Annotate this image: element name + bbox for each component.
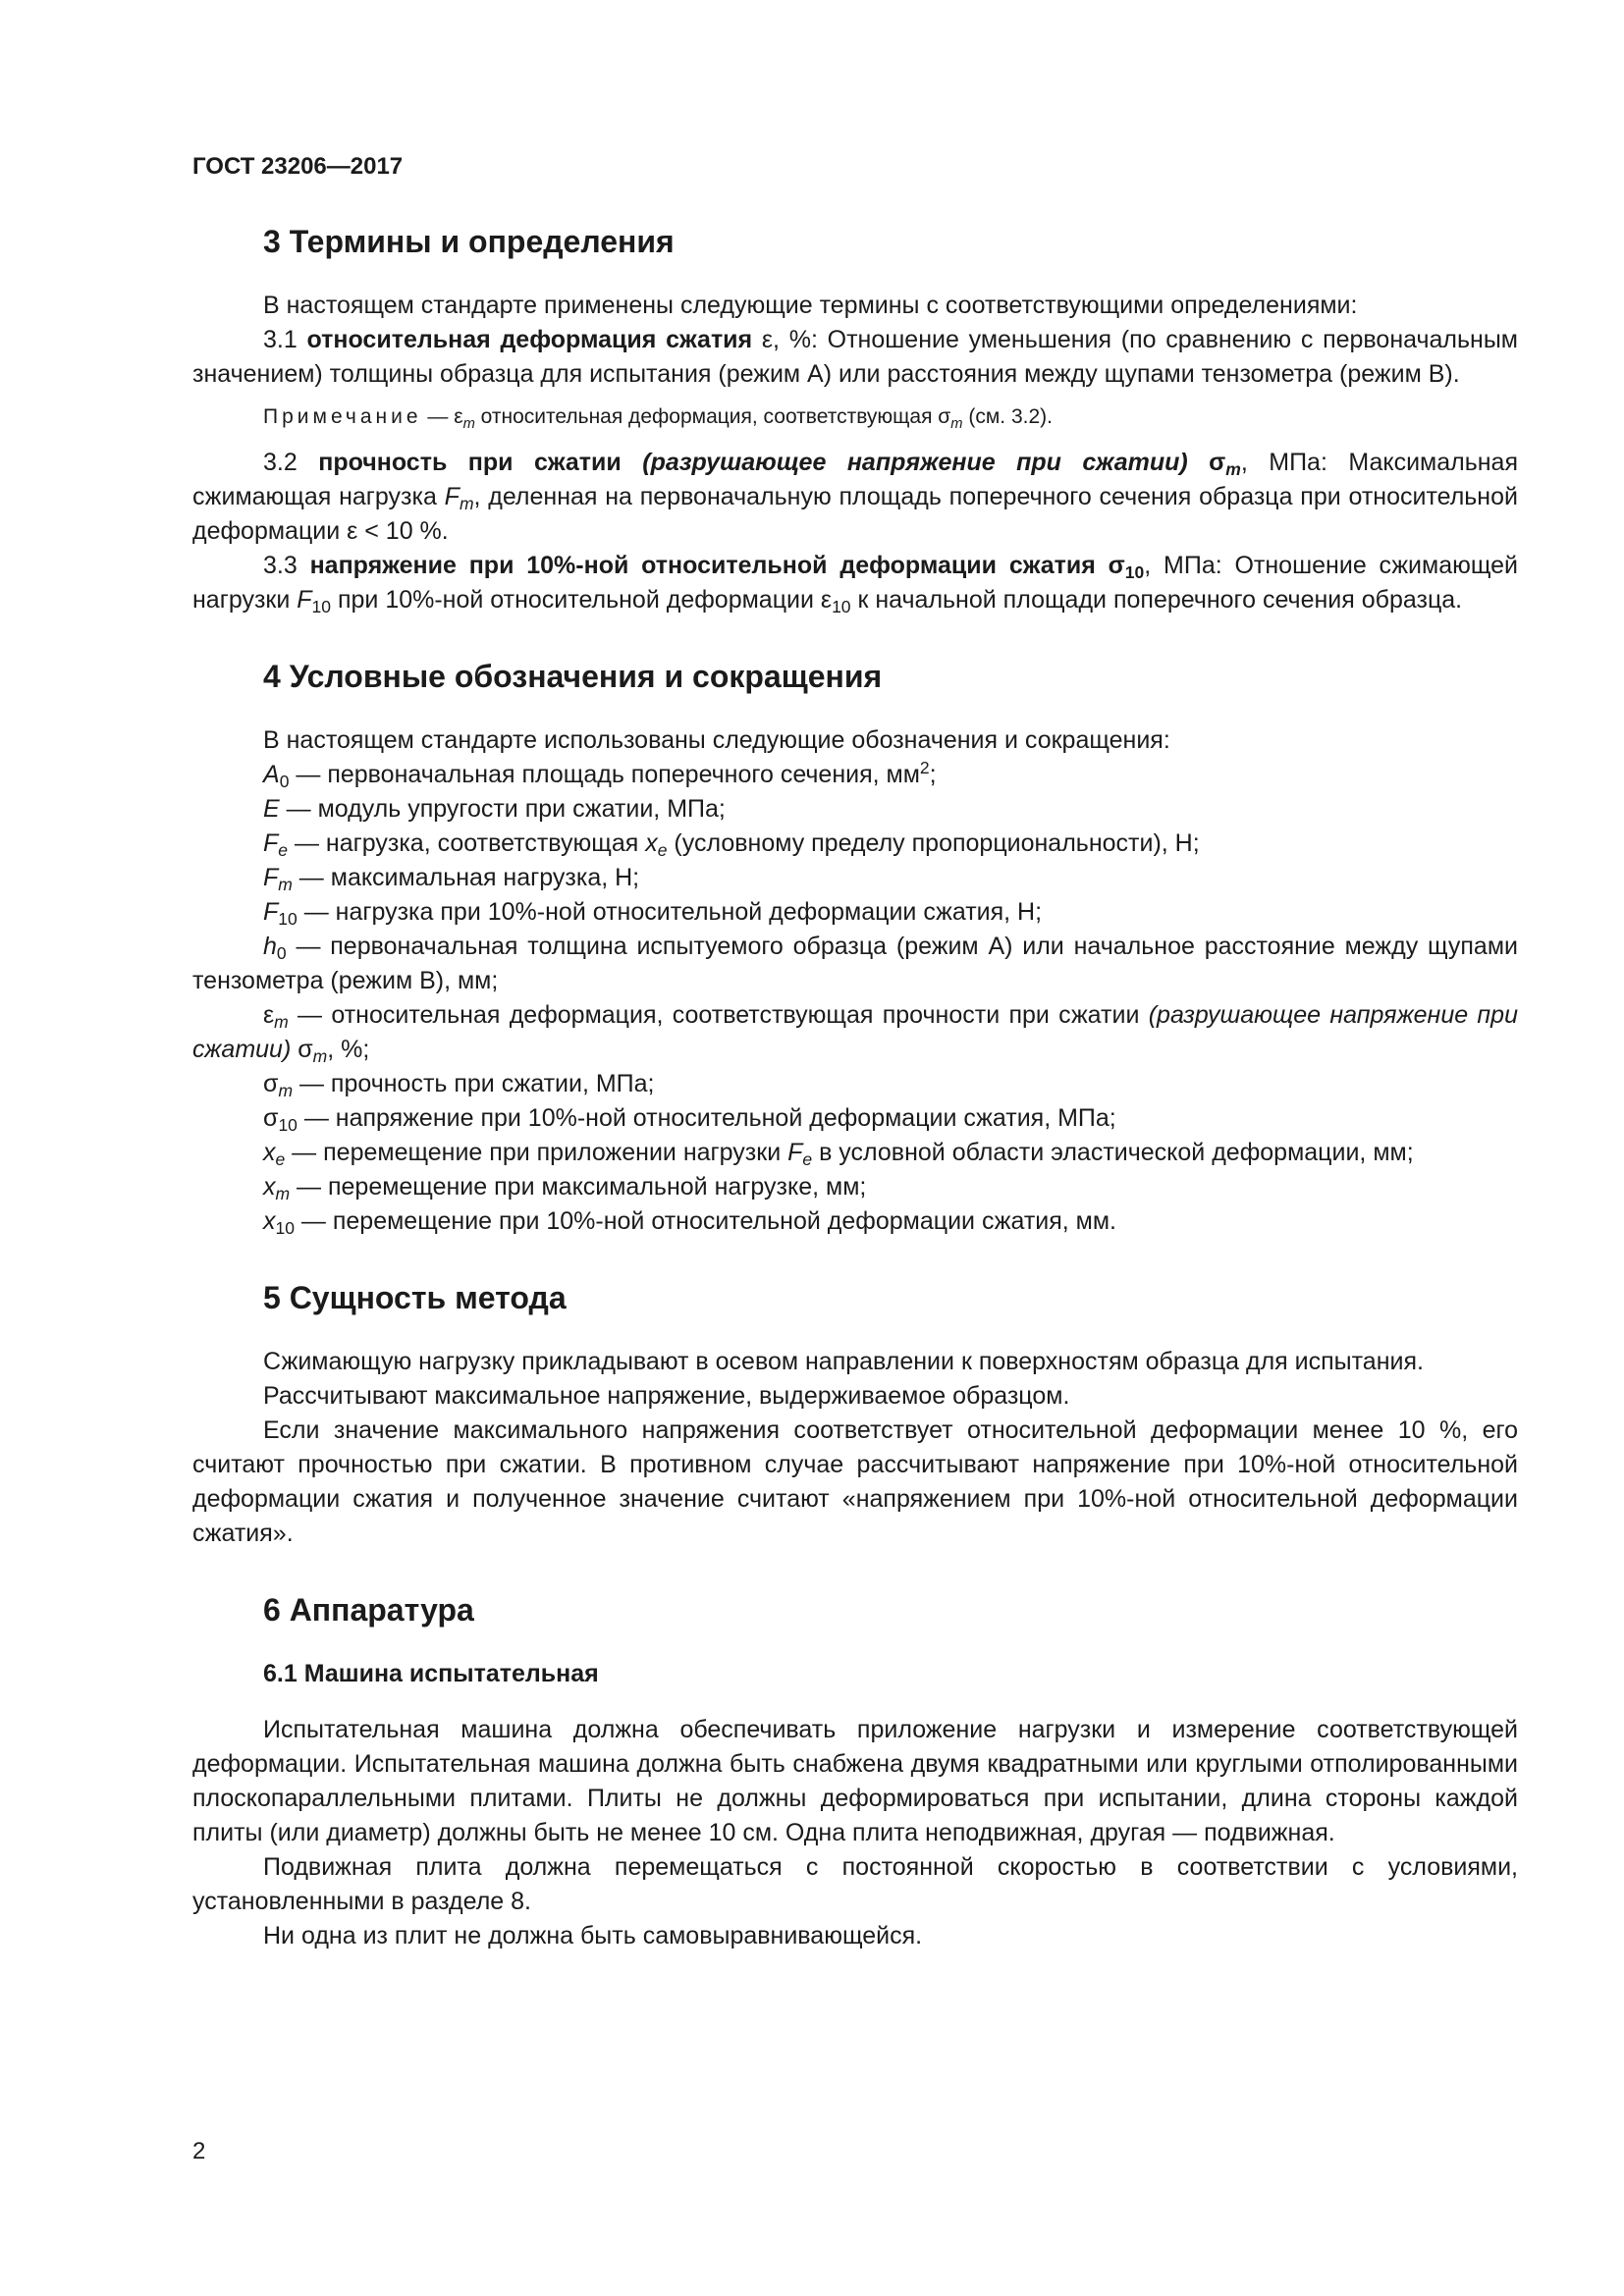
- section-6-title: 6 Аппаратура: [263, 1592, 474, 1628]
- symbol-em: $\varepsilon_m$ — относительная деформация, соответствующая прочности при сжатии (разрушающее напряжение при сжатии) $\sigma_m$, %;: [192, 1001, 1518, 1066]
- term-3-2-name: прочность при сжатии: [318, 449, 643, 476]
- symbol-a0: $A_0$ — первоначальная площадь поперечного сечения, $мм^2$;: [263, 758, 937, 791]
- term-3-1-name: относительная деформация сжатия: [306, 326, 753, 353]
- page-number: 2: [192, 2138, 206, 2164]
- section-4-intro: В настоящем стандарте использованы следующие обозначения и сокращения:: [263, 726, 1170, 754]
- note-3-1: Примечание — $\varepsilon_m$ относительная деформация, соответствующая $\sigma_m$ (см. 3.2).: [263, 405, 1053, 432]
- symbol-x10: $x_{10}$ — перемещение при 10%-ной относительной деформации сжатия, мм.: [263, 1207, 1116, 1238]
- symbol-s10: $\sigma_{10}$ — напряжение при 10%-ной относительной деформации сжатия, МПа;: [263, 1104, 1116, 1135]
- section-5-paragraph-1: Сжимающую нагрузку прикладывают в осевом направлении к поверхностям образца для испытания.: [263, 1348, 1424, 1375]
- term-3-2: 3.2 прочность при сжатии (разрушающее напряжение при сжатии) $\sigma_m$, МПа: Максимальная сжимающая нагрузка $F_m$, деленная на первоначальную площадь поперечного сечения образца при относительной деформации ε < 10 %.: [192, 449, 1518, 545]
- section-5-paragraph-3: Если значение максимального напряжения соответствует относительной деформации менее 10 %, его считают прочностью при сжатии. В противном случае рассчитывают напряжение при 10%-ной относительной деформации сжатия и полученное значение считают «напряжением при 10%-ной относительной деформации сжатия».: [192, 1416, 1518, 1547]
- symbol-xe: $x_e$ — перемещение при приложении нагрузки $F_e$ в условной области эластической деформации, мм;: [263, 1139, 1414, 1169]
- symbol-f10: $F_{10}$ — нагрузка при 10%-ной относительной деформации сжатия, Н;: [263, 898, 1043, 929]
- section-6-paragraph-2: Подвижная плита должна перемещаться с постоянной скоростью в соответствии с условиями, установленными в разделе 8.: [192, 1853, 1518, 1915]
- page-content: [192, 222, 1518, 1953]
- section-3-intro: В настоящем стандарте применены следующие термины с соответствующими определениями:: [263, 292, 1358, 319]
- section-6: [192, 1590, 1518, 1953]
- section-4-title: 4 Условные обозначения и сокращения: [263, 659, 883, 694]
- term-3-3: 3.3 напряжение при 10%-ной относительной деформации сжатия $\sigma_{10}$, МПа: Отношение сжимающей нагрузки $F_{10}$ при 10%-ной относительной деформации $\varepsilon_{10}$ к начальной площади поперечного сечения образца.: [192, 552, 1519, 616]
- symbol-fm: $F_m$ — максимальная нагрузка, Н;: [263, 864, 640, 894]
- document-id: ГОСТ 23206—2017: [192, 153, 404, 180]
- symbol-xm: $x_m$ — перемещение при максимальной нагрузке, мм;: [263, 1173, 867, 1203]
- section-5: [192, 1278, 1518, 1551]
- term-3-1: 3.1 относительная деформация сжатия ε, %: Отношение уменьшения (по сравнению с первоначальным значением) толщины образца для испытания (режим А) или расстояния между щупами тензометра (режим В).: [192, 326, 1518, 388]
- section-5-paragraph-2: Рассчитывают максимальное напряжение, выдерживаемое образцом.: [263, 1382, 1070, 1410]
- section-3-title: 3 Термины и определения: [263, 224, 675, 259]
- section-3: [192, 222, 1518, 617]
- term-3-3-name: напряжение при 10%-ной относительной деформации сжатия σ: [309, 552, 1125, 579]
- section-6-paragraph-1: Испытательная машина должна обеспечивать приложение нагрузки и измерение соответствующей деформации. Испытательная машина должна быть снабжена двумя квадратными или круглыми отполированными плоскопараллельными плитами. Плиты не должны деформироваться при испытании, длина стороны каждой плиты (или диаметр) должны быть не менее 10 см. Одна плита неподвижная, другая — подвижная.: [192, 1716, 1518, 1846]
- symbol-h0: $h_0$ — первоначальная толщина испытуемого образца (режим А) или начальное расстояние между щупами тензометра (режим В), мм;: [192, 933, 1518, 994]
- subsection-6-1-title: 6.1 Машина испытательная: [263, 1660, 599, 1687]
- section-4: [192, 657, 1518, 1239]
- symbol-fe: $F_e$ — нагрузка, соответствующая $x_e$ (условному пределу пропорциональности), Н;: [263, 829, 1200, 860]
- section-5-title: 5 Сущность метода: [263, 1280, 567, 1315]
- symbol-sm: $\sigma_m$ — прочность при сжатии, МПа;: [263, 1070, 655, 1100]
- note-label: Примечание: [263, 405, 422, 428]
- section-6-paragraph-3: Ни одна из плит не должна быть самовыравнивающейся.: [263, 1922, 923, 1949]
- symbol-e: E — модуль упругости при сжатии, МПа;: [263, 795, 726, 823]
